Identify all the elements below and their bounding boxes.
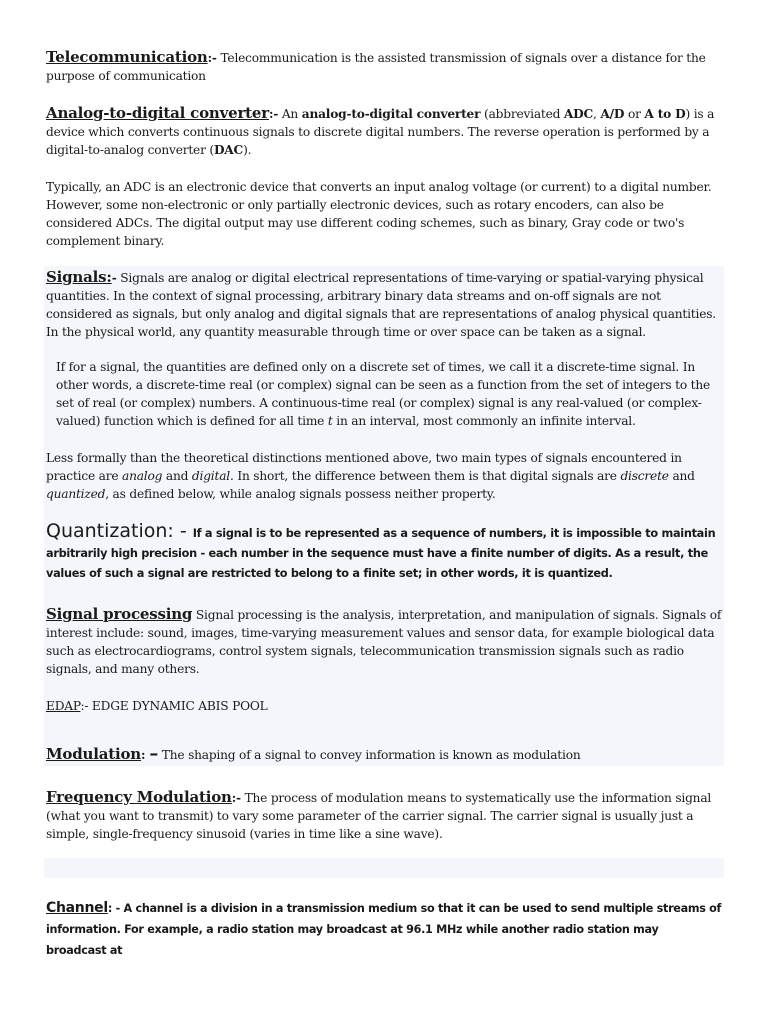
quantization-text: If a signal is to be represented as a sequence of numbers, it is impossible to maintain arbitrarily high precision - each number in the sequence must have a finite number of digits. As a result, the values of such a signal are restricted to belong to a finite set; in other words, it is quantized. bbox=[46, 527, 716, 580]
shaded-block bbox=[44, 858, 724, 878]
adc-separator: :- bbox=[268, 107, 279, 121]
signals-text: In short, the difference between them is that digital signals are bbox=[233, 469, 621, 483]
adc-text: , bbox=[593, 107, 601, 121]
channel-text: - A channel is a division in a transmission medium so that it can be used to send multiple streams of information. For example, a radio station may broadcast at 96.1 MHz while another radio station may broadcast at bbox=[46, 902, 722, 957]
telecom-text: Telecommunication is the assisted transmission of signals over a distance for the purpose of communication bbox=[46, 51, 706, 83]
adc-heading: Analog-to-digital converter bbox=[46, 104, 269, 122]
fm-separator: :- bbox=[231, 791, 241, 805]
telecom-paragraph bbox=[46, 48, 722, 85]
adc-text: (abbreviated bbox=[480, 107, 564, 121]
modulation-text: The shaping of a signal to convey information is known as modulation bbox=[158, 748, 581, 762]
signals-heading: Signals: bbox=[46, 268, 112, 286]
telecom-heading: Telecommunication bbox=[46, 48, 208, 66]
adc-abbrev: A/D bbox=[600, 107, 625, 121]
signals-paragraph-3 bbox=[46, 449, 722, 503]
signals-text: Less formally than the theoretical distinctions mentioned above, two main types of signals encountered in practice are bbox=[46, 451, 682, 483]
fm-paragraph bbox=[46, 788, 722, 843]
fm-heading: Frequency Modulation bbox=[46, 788, 232, 806]
signals-term: quantized bbox=[46, 487, 106, 501]
signals-term: digital. bbox=[191, 469, 234, 483]
processing-text: Signal processing is the analysis, interpretation, and manipulation of signals. Signals of interest include: sound, images, time-varying measurement values and sensor data, for example biological data such as electrocardiograms, control system signals, telecommunication transmission signals such as radio signals, and many others. bbox=[46, 608, 722, 676]
signals-term: analog bbox=[122, 469, 163, 483]
modulation-separator: : bbox=[140, 748, 150, 762]
quantization-heading: Quantization: - bbox=[46, 520, 193, 542]
signals-variable: t bbox=[327, 414, 333, 428]
signals-separator: - bbox=[111, 271, 117, 285]
modulation-paragraph bbox=[46, 745, 722, 764]
signals-term: discrete bbox=[620, 469, 669, 483]
dac-abbrev: DAC bbox=[213, 143, 244, 157]
signals-paragraph bbox=[46, 268, 722, 341]
edap-paragraph bbox=[46, 697, 722, 715]
adc-paragraph bbox=[46, 104, 722, 159]
signals-text: in an interval, most commonly an infinite interval. bbox=[332, 414, 636, 428]
adc-text: ) is a device which converts continuous signals to discrete digital numbers. The reverse operation is performed by a digital-to-analog converter ( bbox=[46, 107, 715, 157]
signals-text: Signals are analog or digital electrical representations of time-varying or spatial-varying physical quantities. In the context of signal processing, arbitrary binary data streams and on-off signals are not considered as signals, but only analog and digital signals that are representations of analog physical quantities. In the physical world, any quantity measurable through time or over space can be taken as a signal. bbox=[46, 271, 716, 339]
adc-term: analog-to-digital converter bbox=[301, 107, 481, 121]
edap-text: :- EDGE DYNAMIC ABIS POOL bbox=[80, 699, 268, 713]
adc-paragraph-2: Typically, an ADC is an electronic device that converts an input analog voltage (or current) to a digital number. However, some non-electronic or only partially electronic devices, such as rotary encoders, can also be considered ADCs. The digital output may use different coding schemes, such as binary, Gray code or two's complement binary. bbox=[46, 180, 712, 248]
signals-text: and bbox=[162, 469, 192, 483]
signals-text: and bbox=[668, 469, 695, 483]
adc-text: or bbox=[624, 107, 645, 121]
adc-text: ). bbox=[243, 143, 252, 157]
processing-paragraph bbox=[46, 605, 722, 678]
adc-abbrev: ADC bbox=[563, 107, 594, 121]
quantization-paragraph bbox=[46, 521, 722, 584]
adc-abbrev: A to D bbox=[644, 107, 686, 121]
channel-separator: : bbox=[107, 902, 113, 915]
signals-text: If for a signal, the quantities are defined only on a discrete set of times, we call it a discrete-time signal. In other words, a discrete-time real (or complex) signal can be seen as a function from the set of integers to the set of real (or complex) numbers. A continuous-time real (or complex) signal is any real-valued (or complex-valued) function which is defined for all time bbox=[56, 360, 710, 428]
modulation-dash: – bbox=[149, 743, 159, 764]
signals-text: , as defined below, while analog signals possess neither property. bbox=[105, 487, 496, 501]
adc-text: An bbox=[278, 107, 302, 121]
edap-heading: EDAP bbox=[46, 699, 81, 713]
channel-paragraph bbox=[46, 898, 722, 961]
processing-heading: Signal processing bbox=[46, 605, 193, 623]
channel-heading: Channel bbox=[46, 900, 108, 916]
signals-paragraph-2 bbox=[46, 358, 722, 430]
telecom-separator: :- bbox=[207, 51, 217, 65]
modulation-heading: Modulation bbox=[46, 745, 141, 763]
fm-text: The process of modulation means to systematically use the information signal (what you want to transmit) to vary some parameter of the carrier signal. The carrier signal is usually just a simple, single-frequency sinusoid (varies in time like a sine wave). bbox=[46, 791, 712, 841]
shaded-block bbox=[44, 266, 724, 766]
